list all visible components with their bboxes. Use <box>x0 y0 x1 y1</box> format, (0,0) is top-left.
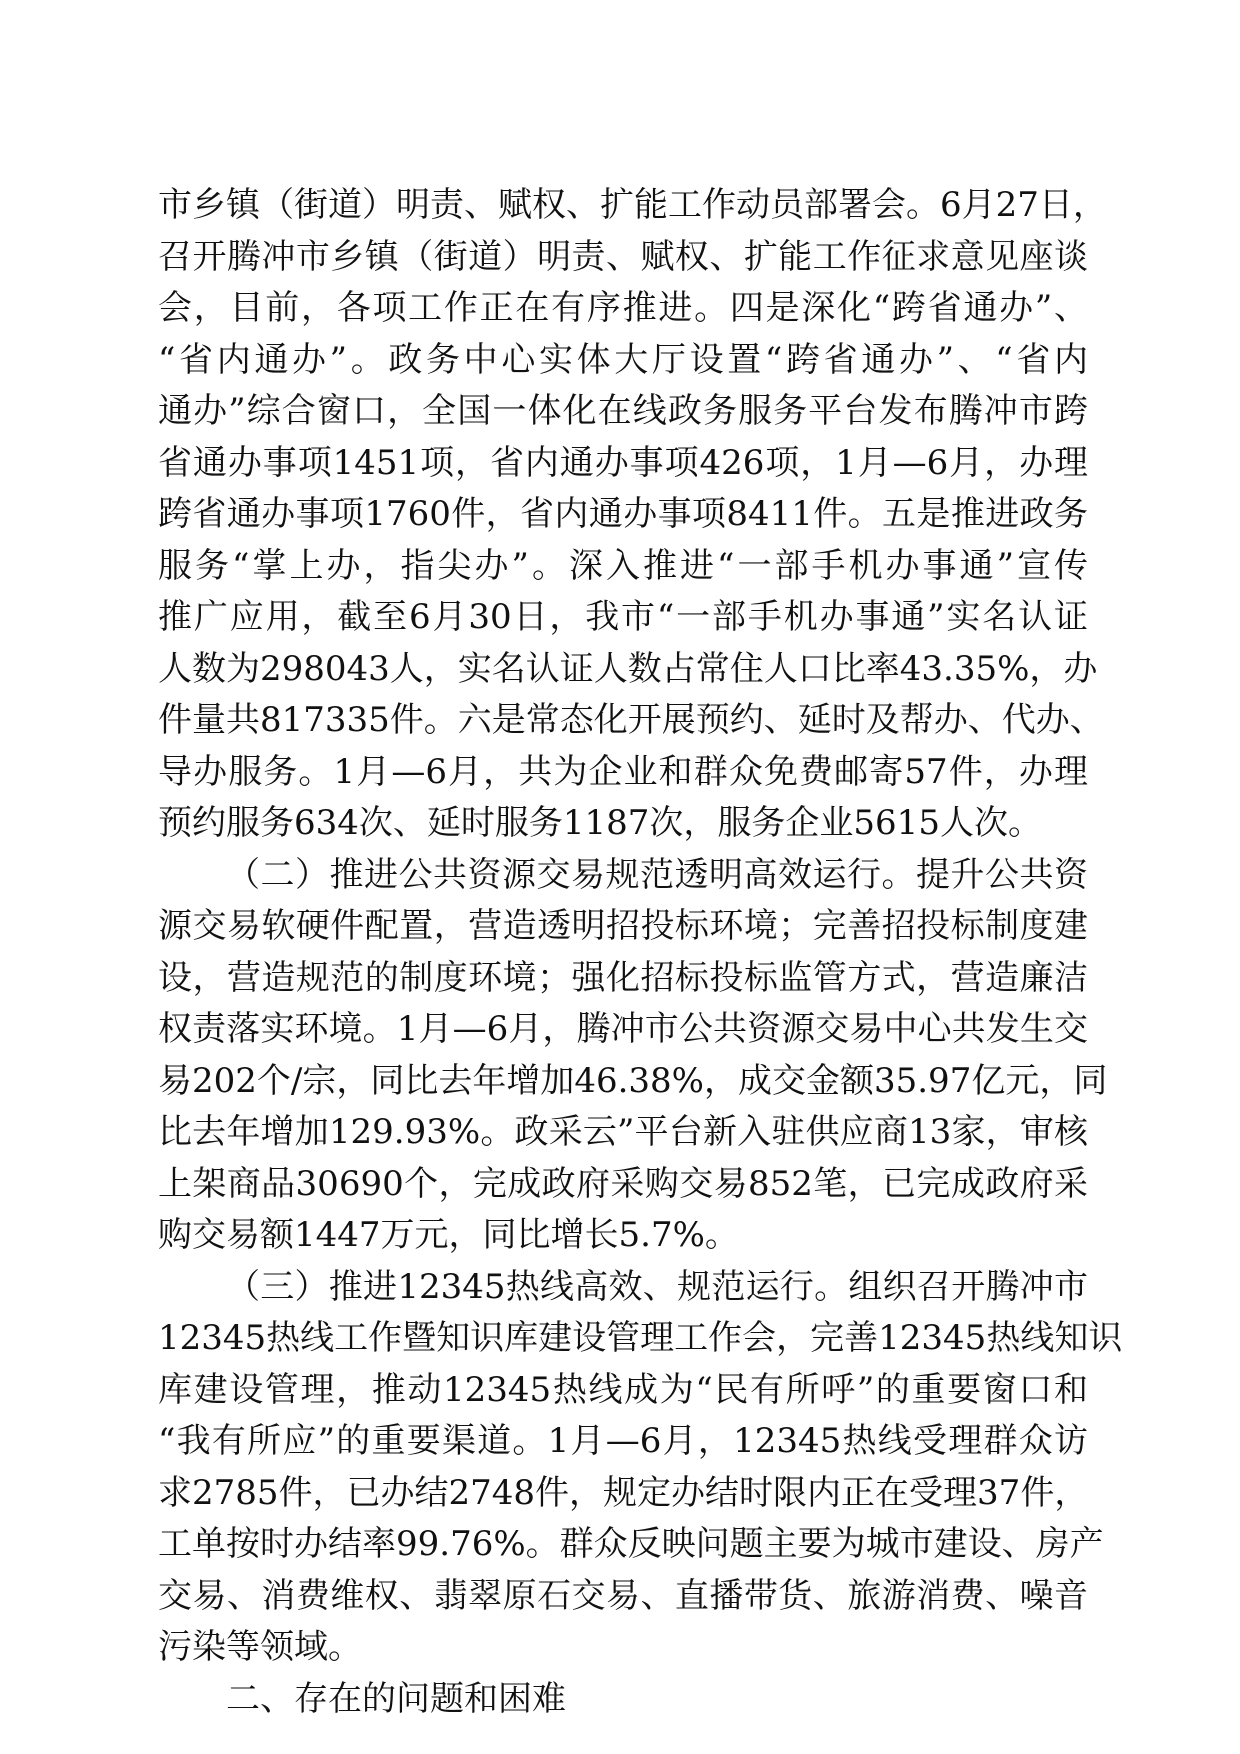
text-line: 交易、消费维权、翡翠原石交易、直播带货、旅游消费、噪音 <box>158 1575 1088 1616</box>
section-heading: 二、存在的问题和困难 <box>226 1678 566 1719</box>
text-line: 源交易软硬件配置，营造透明招投标环境；完善招投标制度建 <box>158 906 1088 946</box>
text-line: 库建设管理，推动12345热线成为“民有所呼”的重要窗口和 <box>158 1369 1088 1410</box>
text-line: （二）推进公共资源交易规范透明高效运行。提升公共资 <box>226 854 1088 895</box>
text-line: 购交易额1447万元，同比增长5.7%。 <box>158 1215 739 1255</box>
body-text <box>158 180 1123 1725</box>
text-line: 人数为298043人，实名认证人数占常住人口比率43.35%，办 <box>158 648 1098 689</box>
text-line: 上架商品30690个，完成政府采购交易852笔，已完成政府采 <box>158 1163 1088 1204</box>
text-line: （三）推进12345热线高效、规范运行。组织召开腾冲市 <box>226 1266 1088 1307</box>
text-line: 推广应用，截至6月30日，我市“一部手机办事通”实名认证 <box>158 597 1088 637</box>
text-line: “我有所应”的重要渠道。1月—6月，12345热线受理群众访 <box>158 1421 1088 1461</box>
text-line: 跨省通办事项1760件，省内通办事项8411件。五是推进政务 <box>158 494 1088 534</box>
text-line: 比去年增加129.93%。政采云”平台新入驻供应商13家，审核 <box>158 1112 1088 1152</box>
text-line: 12345热线工作暨知识库建设管理工作会，完善12345热线知识 <box>158 1318 1123 1358</box>
text-line: 件量共817335件。六是常态化开展预约、延时及帮办、代办、 <box>158 700 1104 740</box>
text-line: 设，营造规范的制度环境；强化招标投标监管方式，营造廉洁 <box>158 957 1088 998</box>
text-line: 易202个/宗，同比去年增加46.38%，成交金额35.97亿元，同 <box>158 1060 1108 1101</box>
text-line: 市乡镇（街道）明责、赋权、扩能工作动员部署会。6月27日， <box>158 185 1107 225</box>
text-line: 权责落实环境。1月—6月，腾冲市公共资源交易中心共发生交 <box>158 1009 1088 1049</box>
text-line: 通办”综合窗口，全国一体化在线政务服务平台发布腾冲市跨 <box>158 391 1088 431</box>
text-line: 工单按时办结率99.76%。群众反映问题主要为城市建设、房产 <box>158 1524 1104 1564</box>
text-line: 召开腾冲市乡镇（街道）明责、赋权、扩能工作征求意见座谈 <box>158 236 1088 277</box>
text-line: 会，目前，各项工作正在有序推进。四是深化“跨省通办”、 <box>158 288 1088 328</box>
text-line: 省通办事项1451项，省内通办事项426项，1月—6月，办理 <box>158 442 1088 483</box>
text-line: 服务“掌上办，指尖办”。深入推进“一部手机办事通”宣传 <box>158 545 1088 586</box>
text-line: “省内通办”。政务中心实体大厅设置“跨省通办”、“省内 <box>158 339 1088 380</box>
text-line: 求2785件，已办结2748件，规定办结时限内正在受理37件， <box>158 1472 1089 1513</box>
text-line: 污染等领域。 <box>158 1627 362 1667</box>
text-line: 导办服务。1月—6月，共为企业和群众免费邮寄57件，办理 <box>158 751 1088 792</box>
text-line: 预约服务634次、延时服务1187次，服务企业5615人次。 <box>158 803 1042 843</box>
